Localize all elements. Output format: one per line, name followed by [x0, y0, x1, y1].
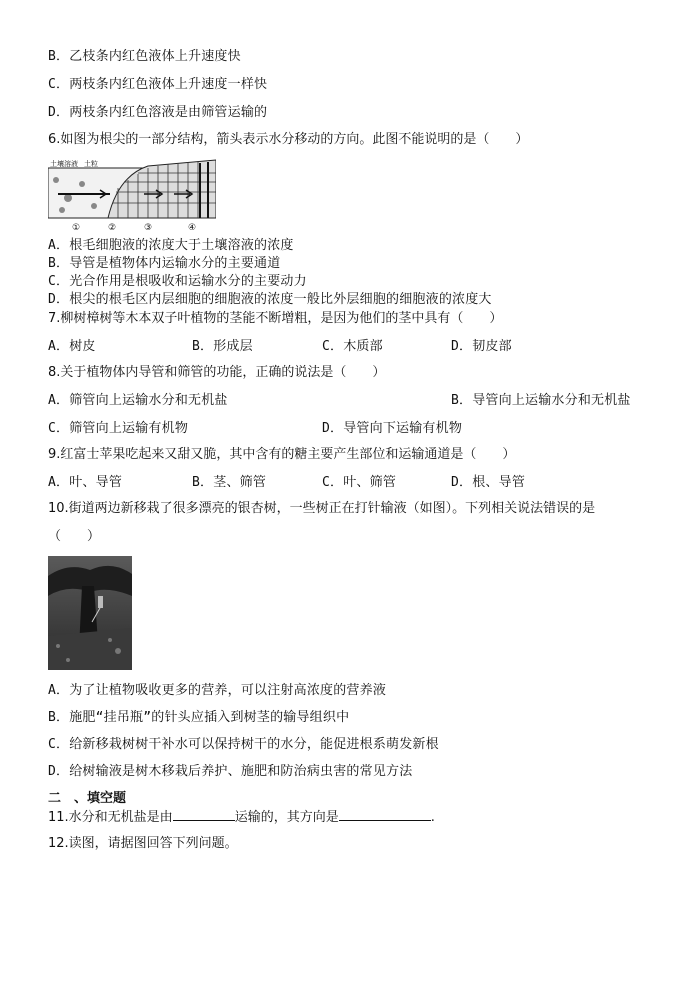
- q10-option-a: A．为了让植物吸收更多的营养，可以注射高浓度的营养液: [48, 683, 387, 698]
- figure-label-4: ④: [188, 223, 197, 233]
- root-tip-diagram: [48, 158, 216, 234]
- q7-option-c: C．木质部: [322, 339, 383, 354]
- q8-option-c: C．筛管向上运输有机物: [48, 421, 189, 436]
- q11-text-1: 11.水分和无机盐是由: [48, 810, 173, 825]
- q9-option-c: C．叶、筛管: [322, 475, 397, 490]
- q7-option-b: B．形成层: [192, 339, 253, 354]
- q9-stem: 9.红富士苹果吃起来又甜又脆，其中含有的糖主要产生部位和运输通道是（ ）: [48, 447, 516, 462]
- q10-option-d: D．给树输液是树木移栽后养护、施肥和防治病虫害的常见方法: [48, 764, 413, 779]
- q6-option-a: A．根毛细胞液的浓度大于土壤溶液的浓度: [48, 238, 294, 253]
- q9-option-b: B．茎、筛管: [192, 475, 267, 490]
- figure-label-soil-particle: 土粒: [84, 160, 98, 168]
- q8-stem: 8.关于植物体内导管和筛管的功能，正确的说法是（ ）: [48, 365, 386, 380]
- q7-stem: 7.柳树樟树等木本双子叶植物的茎能不断增粗，是因为他们的茎中具有（ ）: [48, 311, 503, 326]
- section-title-fill-in: 二 、填空题: [48, 791, 127, 806]
- q8-option-b: B．导管向上运输水分和无机盐: [451, 393, 631, 408]
- q11-stem: [48, 808, 435, 827]
- figure-label-2: ②: [108, 223, 117, 233]
- q10-option-c: C．给新移栽树树干补水可以保持树干的水分，能促进根系萌发新根: [48, 737, 439, 752]
- q6-option-d: D．根尖的根毛区内层细胞的细胞液的浓度一般比外层细胞的细胞液的浓度大: [48, 292, 492, 307]
- q10-option-b: B．施肥“挂吊瓶”的针头应插入到树茎的输导组织中: [48, 710, 350, 725]
- q9-option-a: A．叶、导管: [48, 475, 123, 490]
- figure-label-soil-solution: 土壤溶液: [50, 160, 78, 168]
- q10-stem-continuation: （ ）: [48, 529, 101, 544]
- q5-option-b: B．乙枝条内红色液体上升速度快: [48, 49, 241, 64]
- q11-blank-2[interactable]: [339, 808, 431, 821]
- q8-option-d: D．导管向下运输有机物: [322, 421, 463, 436]
- q11-text-3: .: [430, 810, 435, 825]
- q9-option-d: D．根、导管: [451, 475, 526, 490]
- q7-option-a: A．树皮: [48, 339, 96, 354]
- q5-option-c: C．两枝条内红色液体上升速度一样快: [48, 77, 268, 92]
- q6-option-c: C．光合作用是根吸收和运输水分的主要动力: [48, 274, 307, 289]
- q5-option-d: D．两枝条内红色溶液是由筛管运输的: [48, 105, 268, 120]
- q11-blank-1[interactable]: [173, 808, 235, 821]
- q6-option-b: B．导管是植物体内运输水分的主要通道: [48, 256, 281, 271]
- figure-label-3: ③: [144, 223, 153, 233]
- tree-infusion-photo: [48, 556, 132, 670]
- q11-text-2: 运输的，其方向是: [234, 810, 339, 825]
- figure-label-1: ①: [72, 223, 81, 233]
- q6-stem: 6.如图为根尖的一部分结构，箭头表示水分移动的方向。此图不能说明的是（ ）: [48, 132, 529, 147]
- q8-option-a: A．筛管向上运输水分和无机盐: [48, 393, 228, 408]
- q10-stem: 10.街道两边新移栽了很多漂亮的银杏树，一些树正在打针输液（如图）。下列相关说法错误的是: [48, 501, 596, 516]
- q7-option-d: D．韧皮部: [451, 339, 512, 354]
- q12-stem: 12.读图，请据图回答下列问题。: [48, 836, 238, 851]
